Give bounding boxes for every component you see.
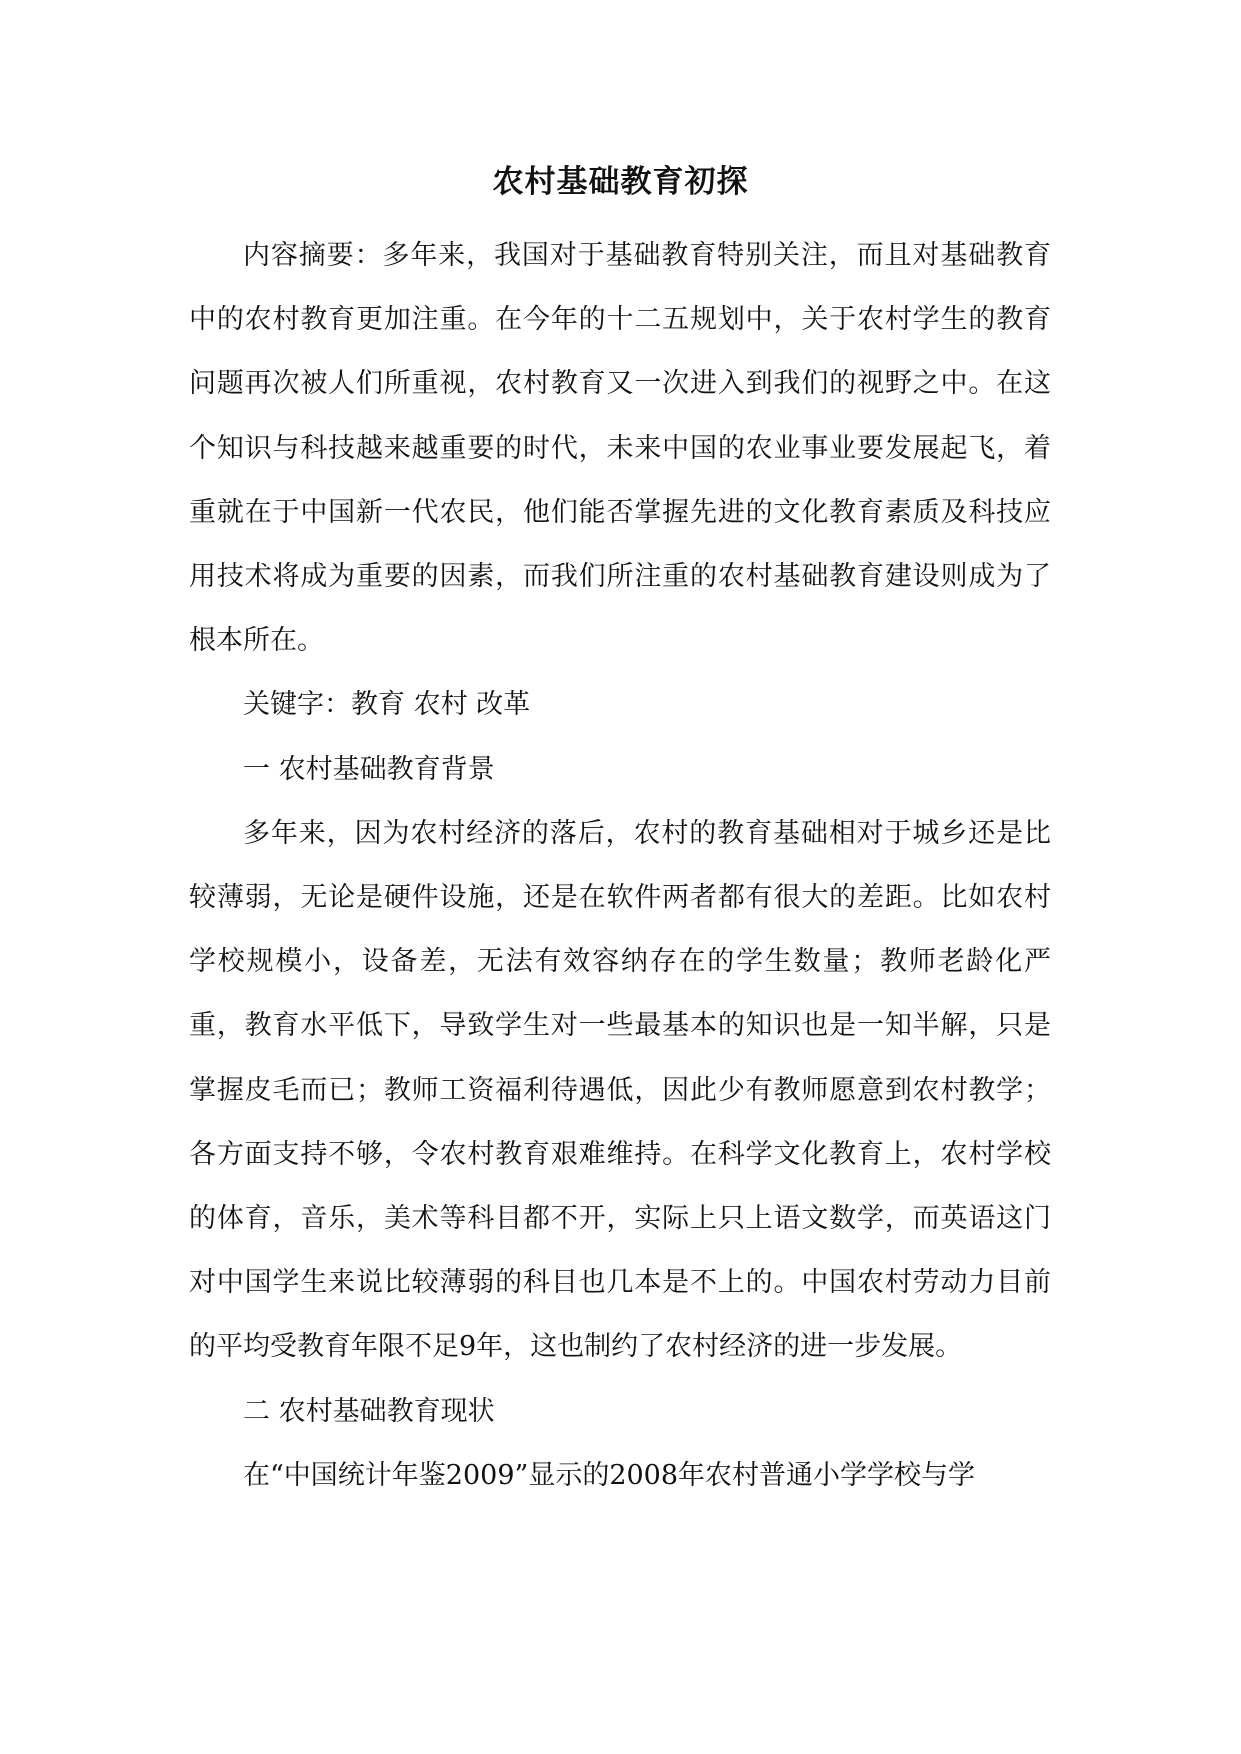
document-title: 农村基础教育初探 [492, 164, 749, 200]
abstract-paragraph: 内容摘要：多年来，我国对于基础教育特别关注，而且对基础教育中的农村教育更加注重。在今年的十二五规划中，关于农村学生的教育问题再次被人们所重视，农村教育又一次进入到我们的视野之中。在这个知识与科技越来越重要的时代，未来中国的农业事业要发展起飞，着重就在于中国新一代农民，他们能否掌握先进的文化教育素质及科技应用技术将成为重要的因素，而我们所注重的农村基础教育建设则成为了根本所在。 [189, 240, 1051, 657]
section-body-1: 多年来，因为农村经济的落后，农村的教育基础相对于城乡还是比较薄弱，无论是硬件设施，还是在软件两者都有很大的差距。比如农村学校规模小，设备差，无法有效容纳存在的学生数量；教师老龄化严重，教育水平低下，导致学生对一些最基本的知识也是一知半解，只是掌握皮毛而已；教师工资福利待遇低，因此少有教师愿意到农村教学；各方面支持不够，令农村教育艰难维持。在科学文化教育上，农村学校的体育，音乐，美术等科目都不开，实际上只上语文数学，而英语这门对中国学生来说比较薄弱的科目也几本是不上的。中国农村劳动力目前的平均受教育年限不足9年，这也制约了农村经济的进一步发展。 [189, 817, 1051, 1363]
keywords-line: 关键字：教育 农村 改革 [243, 689, 531, 721]
section-body-2: 在“中国统计年鉴2009”显示的2008年农村普通小学学校与学 [243, 1459, 976, 1491]
section-heading-2: 二 农村基础教育现状 [243, 1395, 495, 1427]
document-body [189, 224, 1051, 1508]
section-heading-1: 一 农村基础教育背景 [243, 753, 495, 785]
